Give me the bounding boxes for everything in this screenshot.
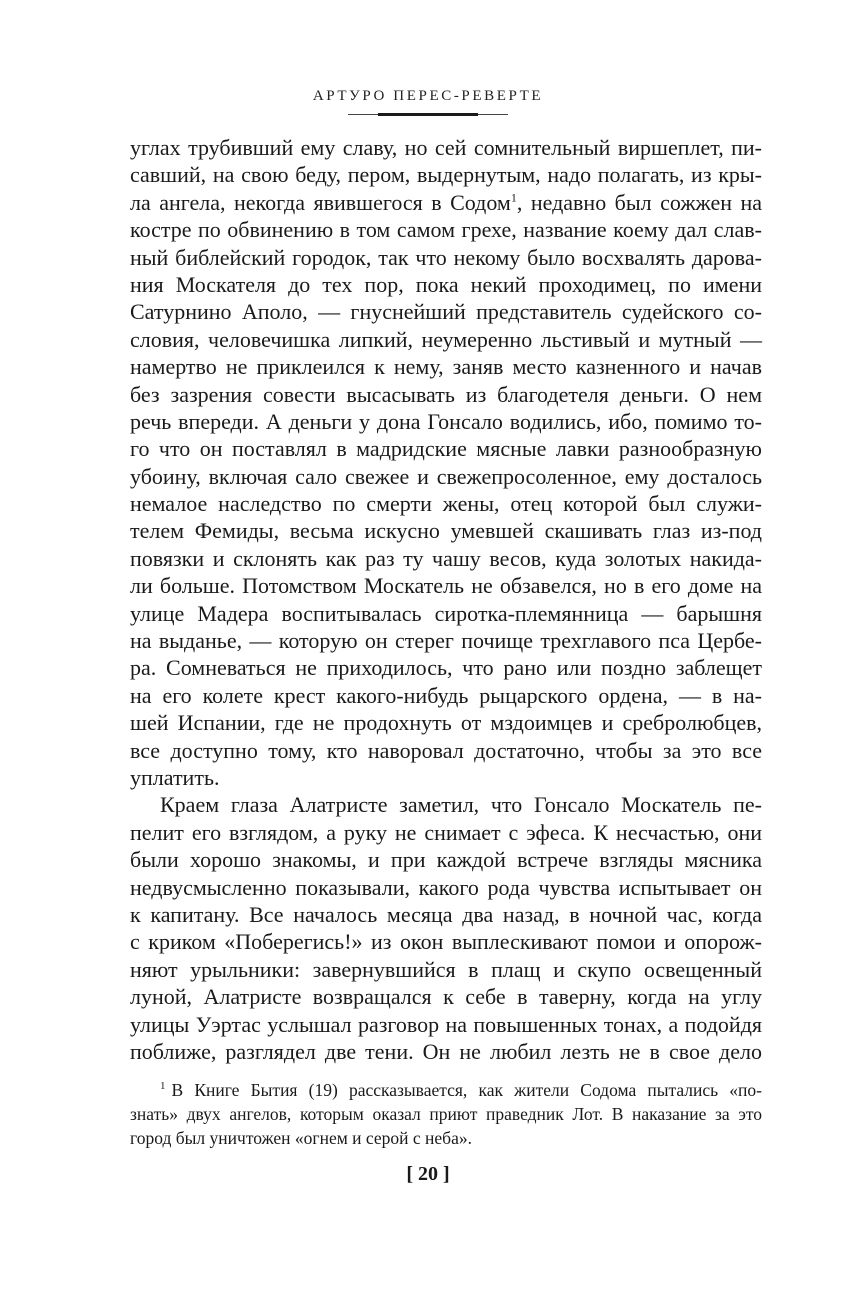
text-line: углах трубивший ему славу, но сей сомнительный виршеплет, пи- <box>130 135 762 160</box>
text-line: пелит его взглядом, а руку не снимает с эфеса. К несчастью, они <box>130 819 762 845</box>
text-line: немалое наследство по смерти жены, отец которой был служи- <box>130 491 762 517</box>
text-segment: ла ангела, некогда явившегося в Содом <box>130 189 511 215</box>
page-number: [ 20 ] <box>406 1163 450 1185</box>
text-line: Сатурнино Аполо, — гнуснейший представитель судейского со- <box>130 299 762 325</box>
text-line: костре по обвинению в том самом грехе, название коему дал слав- <box>130 217 762 243</box>
text-line: шей Испании, где не продохнуть от мздоимцев и сребролюбцев, <box>130 710 762 736</box>
footnote-marker: 1 <box>160 1080 166 1093</box>
text-line: без зазрения совести высасывать из благодетеля деньги. О нем <box>130 381 762 407</box>
text-line: ный библейский городок, так что некому было восхвалять дарова- <box>130 244 762 270</box>
text-line: го что он поставлял в мадридские мясные лавки разнообразную <box>130 436 762 462</box>
text-line: улицы Уэртас услышал разговор на повышенных тонах, а подойдя <box>130 1011 762 1037</box>
footnote-line: знать» двух ангелов, которым оказал приют праведник Лот. В наказание за это <box>130 1104 762 1124</box>
text-line: к капитану. Все началось месяца два назад, в ночной час, когда <box>130 901 762 927</box>
page-header <box>0 88 856 115</box>
text-line: речь впереди. А деньги у дона Гонсало водились, ибо, помимо то- <box>130 408 762 434</box>
text-line: повязки и склонять как раз ту чашу весов, куда золотых накида- <box>130 545 762 571</box>
running-head: АРТУРО ПЕРЕС-РЕВЕРТЕ <box>312 88 544 104</box>
text-line: ра. Сомневаться не приходилось, что рано или поздно заблещет <box>130 655 762 681</box>
text-line: убоину, включая сало свежее и свежепросоленное, ему досталось <box>130 463 762 489</box>
text-line: все доступно тому, кто наворовал достаточно, чтобы за это все <box>130 737 762 763</box>
text-line: уплатить. <box>130 764 220 790</box>
footnote-block <box>130 1078 762 1150</box>
text-line: ния Москателя до тех пор, пока некий проходимец, по имени <box>130 271 762 297</box>
text-line: намертво не приклеился к нему, заняв место казненного и начав <box>130 354 762 380</box>
text-line <box>130 189 762 216</box>
text-line: словия, человечишка липкий, неумеренно льстивый и мутный — <box>130 326 762 352</box>
text-line: были хорошо знакомы, и при каждой встрече взгляды мясника <box>130 847 762 873</box>
text-segment: , недавно был сожжен на <box>516 189 762 215</box>
footnote-line: город был уничтожен «огнем и серой с неба». <box>130 1128 472 1148</box>
text-line: улице Мадера воспитывалась сиротка-племянница — барышня <box>130 600 762 626</box>
text-line: Краем глаза Алатристе заметил, что Гонсало Москатель пе- <box>160 792 762 818</box>
footnote-text: В Книге Бытия (19) рассказывается, как жители Содома пытались «по- <box>171 1080 762 1100</box>
text-line: луной, Алатристе возвращался к себе в таверну, когда на углу <box>130 984 762 1010</box>
text-line: няют урыльники: завернувшийся в плащ и скупо освещенный <box>130 956 762 982</box>
text-line: недвусмысленно показывали, какого рода чувства испытывает он <box>130 874 762 900</box>
footnote-reference: 1 <box>510 190 517 205</box>
text-line: телем Фемиды, весьма искусно умевшей скашивать глаз из-под <box>130 518 762 544</box>
text-line: с криком «Поберегись!» из окон выплескивают помои и опорож- <box>130 929 762 955</box>
main-text <box>130 134 762 1065</box>
text-line: на выданье, — которую он стерег почище трехглавого пса Цербе- <box>130 628 762 654</box>
footnote-line <box>130 1078 762 1102</box>
text-line: на его колете крест какого-нибудь рыцарского ордена, — в на- <box>130 682 762 708</box>
text-line: ли больше. Потомством Москатель не обзавелся, но в его доме на <box>130 573 762 599</box>
text-line: савший, на свою беду, пером, выдернутым, надо полагать, из кры- <box>130 162 762 188</box>
header-rule-accent <box>378 113 478 116</box>
text-line: поближе, разглядел две тени. Он не любил лезть не в свое дело <box>130 1038 762 1064</box>
header-rule <box>348 114 508 115</box>
